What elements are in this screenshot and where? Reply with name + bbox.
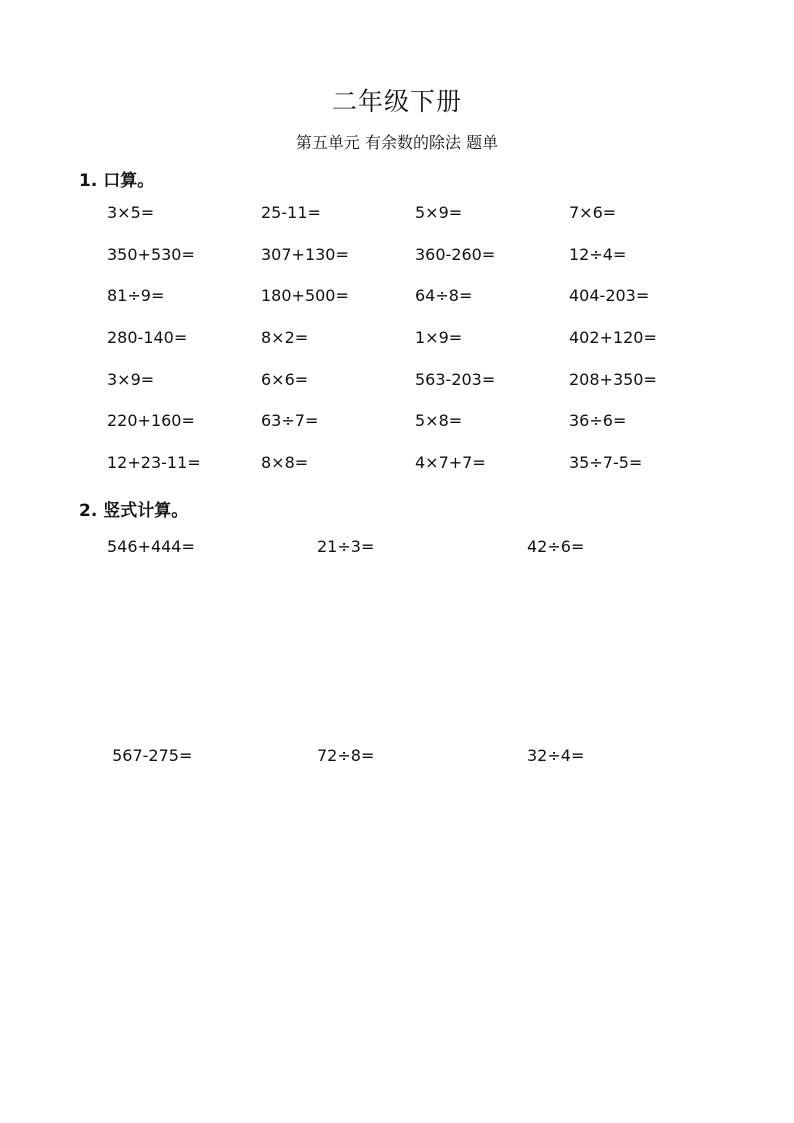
problem: 563-203=: [415, 369, 496, 389]
problem: 4×7+7=: [415, 453, 486, 473]
problem: 180+500=: [261, 286, 349, 306]
problem: 42÷6=: [527, 537, 585, 556]
page-title: 二年级下册: [331, 87, 462, 116]
problem: 1×9=: [415, 328, 463, 348]
page-subtitle: 第五单元 有余数的除法 题单: [295, 133, 499, 152]
problem: 7×6=: [569, 203, 617, 222]
problem: 8×8=: [261, 453, 309, 473]
problem: 404-203=: [569, 286, 650, 306]
problem: 35÷7-5=: [569, 453, 643, 473]
problem: 63÷7=: [261, 411, 319, 431]
vertical-calc-grid: [107, 537, 737, 786]
problem: 3×5=: [107, 203, 155, 222]
problem: 3×9=: [107, 369, 155, 389]
problem: 360-260=: [415, 244, 496, 264]
problem: 546+444=: [107, 537, 195, 556]
problem: 307+130=: [261, 244, 349, 264]
problem: 280-140=: [107, 328, 188, 348]
section-heading-mental-math: 1. 口算。: [79, 171, 155, 191]
problem: 220+160=: [107, 411, 195, 431]
problem: 36÷6=: [569, 411, 627, 431]
problem: 32÷4=: [527, 746, 585, 765]
problem: 64÷8=: [415, 286, 473, 306]
section-heading-vertical-calc: 2. 竖式计算。: [79, 501, 189, 521]
problem: 25-11=: [261, 203, 321, 222]
problem: 21÷3=: [317, 537, 375, 556]
problem: 12+23-11=: [107, 453, 201, 473]
problem: 8×2=: [261, 328, 309, 348]
mental-math-grid: [107, 203, 723, 495]
problem: 5×8=: [415, 411, 463, 431]
problem: 6×6=: [261, 369, 309, 389]
problem: 72÷8=: [317, 746, 375, 765]
problem: 350+530=: [107, 244, 195, 264]
problem: 567-275=: [107, 746, 193, 765]
problem: 402+120=: [569, 328, 657, 348]
problem: 81÷9=: [107, 286, 165, 306]
problem: 208+350=: [569, 369, 657, 389]
problem: 12÷4=: [569, 244, 627, 264]
problem: 5×9=: [415, 203, 463, 222]
